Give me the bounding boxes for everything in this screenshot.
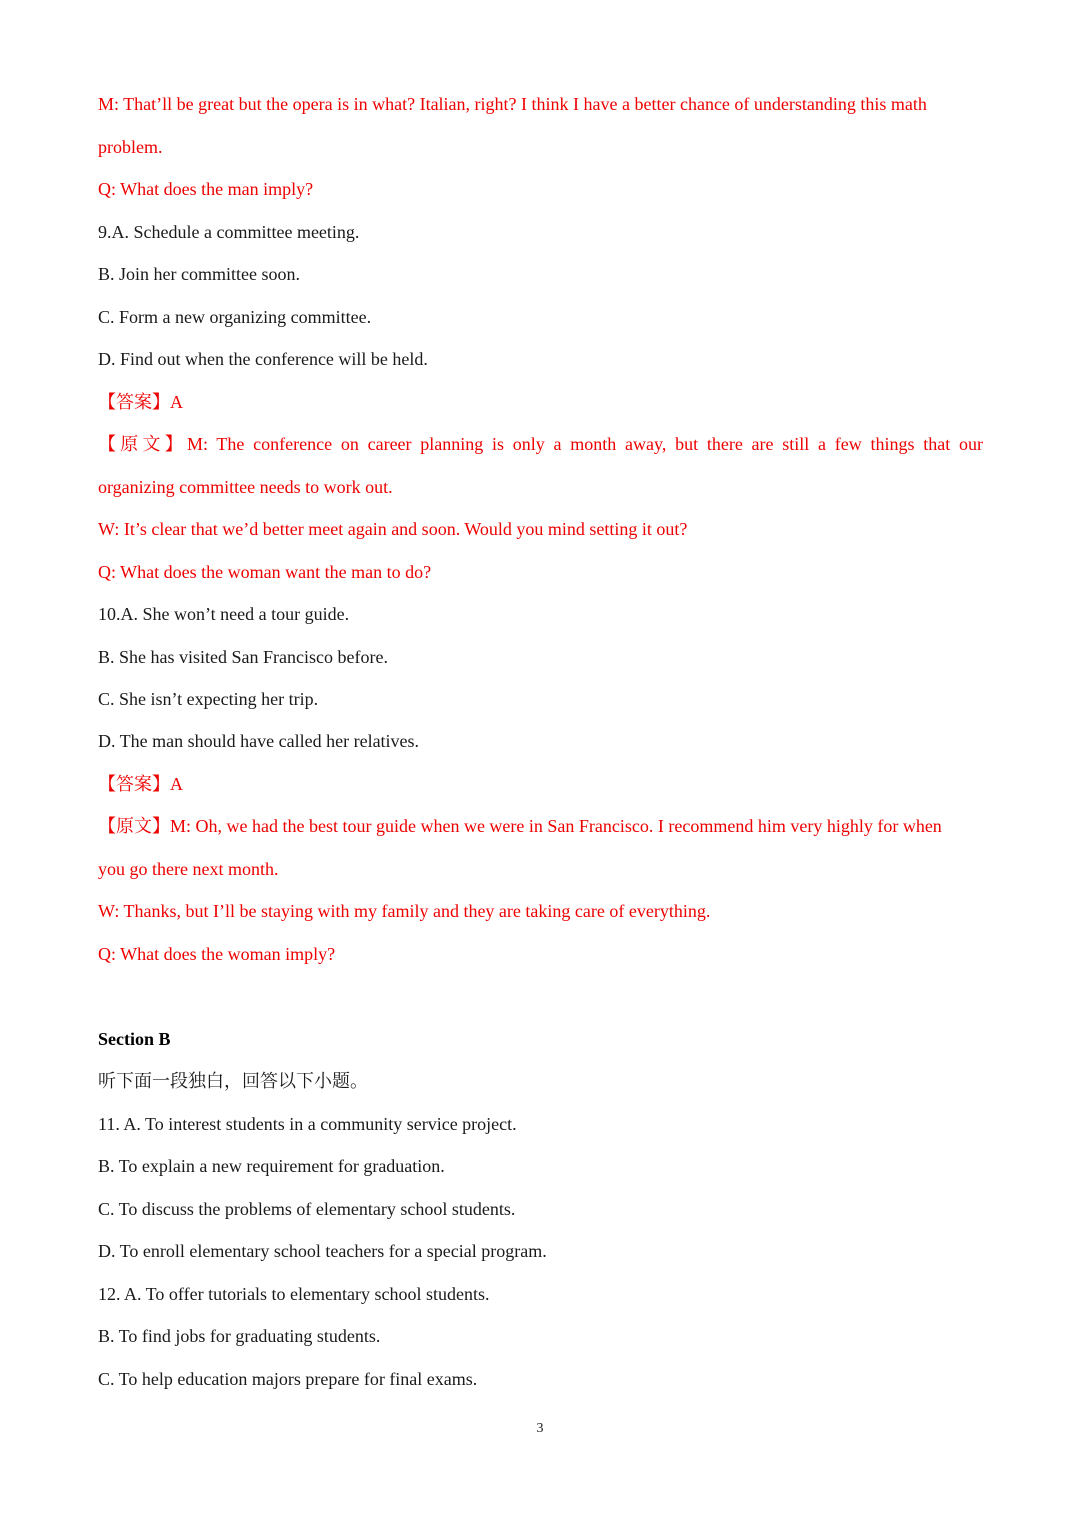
question-12-option-b: B. To find jobs for graduating students. (98, 1326, 381, 1346)
question-10-option-c: C. She isn’t expecting her trip. (98, 689, 319, 709)
transcript-line-continued: problem. (98, 137, 163, 157)
question-9-transcript-question: Q: What does the woman want the man to do? (98, 562, 432, 582)
section-b-heading: Section B (98, 1029, 171, 1049)
question-9-answer: 【答案】A (98, 392, 183, 412)
question-9-option-d: D. Find out when the conference will be held. (98, 349, 428, 369)
question-10-transcript-question: Q: What does the woman imply? (98, 944, 336, 964)
question-11-option-a: 11. A. To interest students in a community service project. (98, 1114, 517, 1134)
question-9-transcript-continued: organizing committee needs to work out. (98, 477, 393, 497)
question-9-transcript-man: 【原文】M: The conference on career planning is only a month away, but there are still a few things that our (98, 434, 983, 454)
question-9-option-b: B. Join her committee soon. (98, 264, 300, 284)
question-9-transcript-woman: W: It’s clear that we’d better meet again and soon. Would you mind setting it out? (98, 519, 688, 539)
question-10-transcript-woman: W: Thanks, but I’ll be staying with my family and they are taking care of everything. (98, 901, 711, 921)
question-12-option-c: C. To help education majors prepare for final exams. (98, 1369, 478, 1389)
section-b-instruction: 听下面一段独白，回答以下小题。 (98, 1071, 368, 1091)
transcript-line-man: M: That’ll be great but the opera is in what? Italian, right? I think I have a better chance of understanding this math (98, 94, 927, 114)
question-11-option-c: C. To discuss the problems of elementary school students. (98, 1199, 516, 1219)
question-11-option-b: B. To explain a new requirement for graduation. (98, 1156, 445, 1176)
page-number: 3 (536, 1421, 544, 1436)
question-9-option-a: 9.A. Schedule a committee meeting. (98, 222, 360, 242)
question-10-transcript-man: 【原文】M: Oh, we had the best tour guide when we were in San Francisco. I recommend him very highly for when (98, 816, 942, 836)
question-10-answer: 【答案】A (98, 774, 183, 794)
question-9-option-c: C. Form a new organizing committee. (98, 307, 372, 327)
question-10-option-a: 10.A. She won’t need a tour guide. (98, 604, 350, 624)
question-10-transcript-continued: you go there next month. (98, 859, 279, 879)
question-10-option-d: D. The man should have called her relatives. (98, 731, 420, 751)
question-10-option-b: B. She has visited San Francisco before. (98, 647, 388, 667)
question-11-option-d: D. To enroll elementary school teachers for a special program. (98, 1241, 547, 1261)
question-12-option-a: 12. A. To offer tutorials to elementary school students. (98, 1284, 490, 1304)
transcript-question: Q: What does the man imply? (98, 179, 314, 199)
